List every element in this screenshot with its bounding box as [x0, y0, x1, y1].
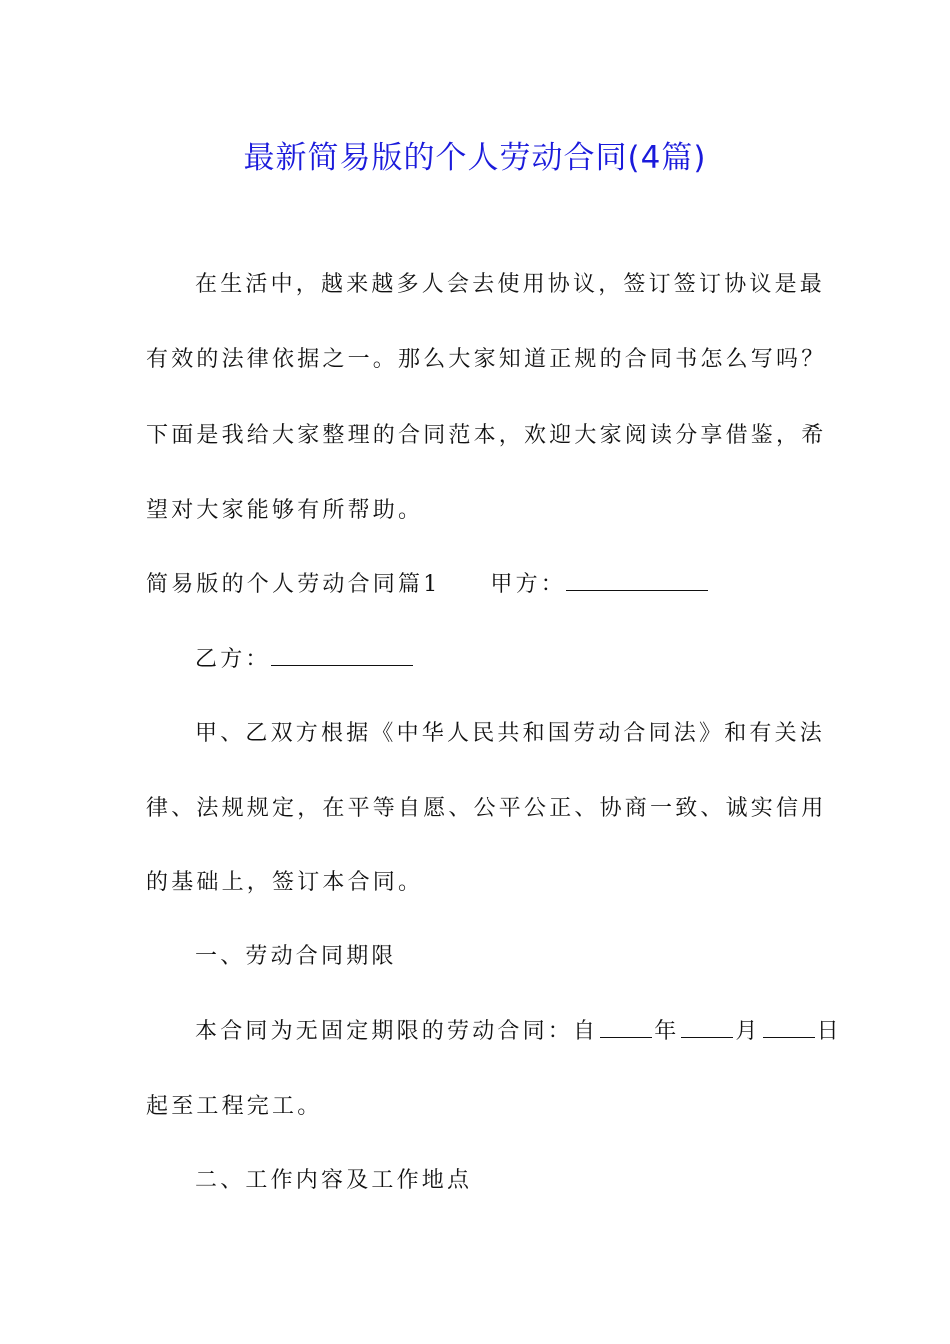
party-b-line — [195, 645, 413, 675]
year-blank — [600, 1017, 652, 1038]
term-month: 月 — [735, 1019, 761, 1044]
document-title: 最新简易版的个人劳动合同(4篇) — [243, 140, 707, 176]
intro-line-4: 望对大家能够有所帮助。 — [146, 498, 424, 523]
section-1-title: 一、劳动合同期限 — [195, 944, 397, 969]
intro-line-3: 下面是我给大家整理的合同范本，欢迎大家阅读分享借鉴，希 — [146, 423, 827, 448]
contract-heading: 简易版的个人劳动合同篇1 — [146, 572, 441, 597]
intro-line-2: 有效的法律依据之一。那么大家知道正规的合同书怎么写吗？ — [146, 347, 827, 372]
party-a-blank — [566, 570, 708, 591]
term-line-2: 起至工程完工。 — [146, 1094, 323, 1119]
preamble-line-1: 甲、乙双方根据《中华人民共和国劳动合同法》和有关法 — [195, 721, 826, 746]
term-year: 年 — [654, 1019, 680, 1044]
party-b-label: 乙方： — [195, 647, 271, 672]
term-day: 日 — [816, 1019, 842, 1044]
intro-line-1: 在生活中，越来越多人会去使用协议，签订签订协议是最 — [195, 272, 826, 297]
term-line-1 — [195, 1017, 842, 1047]
preamble-line-3: 的基础上，签订本合同。 — [146, 870, 424, 895]
day-blank — [763, 1017, 815, 1038]
contract-heading-line — [146, 570, 708, 600]
month-blank — [681, 1017, 733, 1038]
party-a-label: 甲方： — [490, 572, 567, 597]
section-2-title: 二、工作内容及工作地点 — [195, 1168, 473, 1193]
term-prefix: 本合同为无固定期限的劳动合同：自 — [195, 1019, 599, 1044]
preamble-line-2: 律、法规规定，在平等自愿、公平公正、协商一致、诚实信用 — [146, 796, 827, 821]
party-b-blank — [271, 645, 413, 666]
